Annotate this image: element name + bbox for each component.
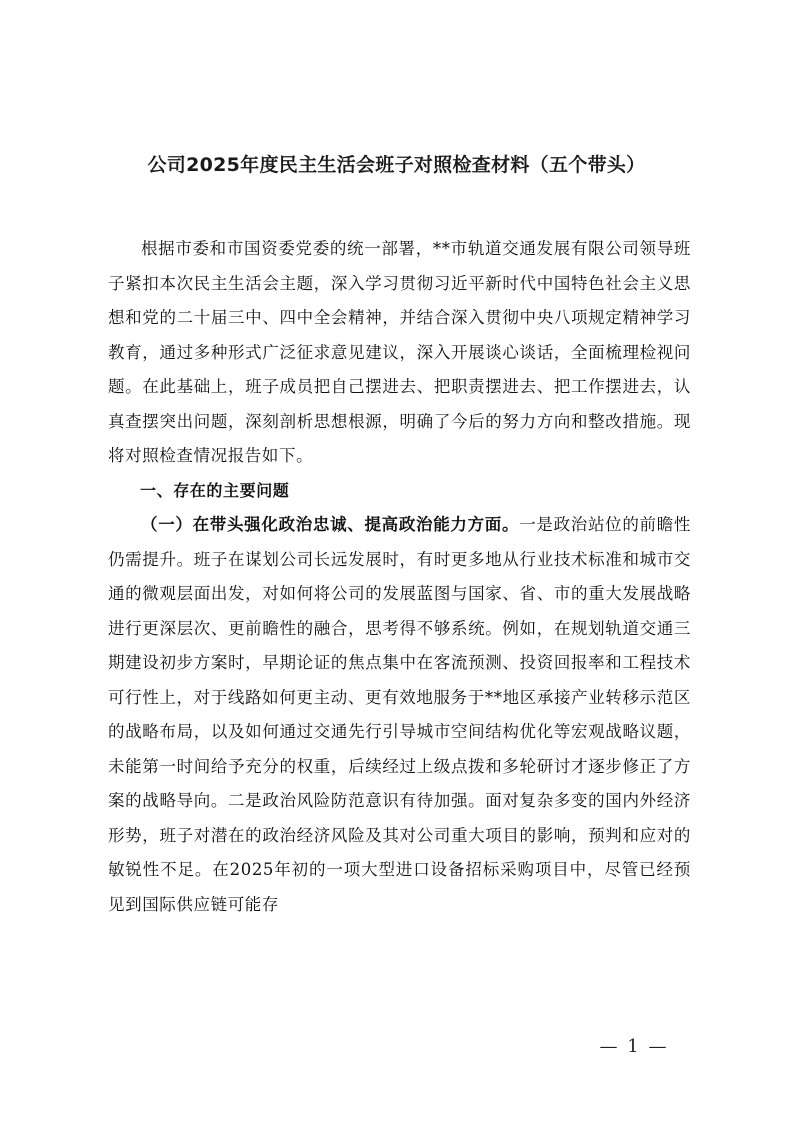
document-body [108, 232, 691, 922]
section-heading: 一、存在的主要问题 [140, 480, 290, 500]
intro-paragraph: 根据市委和市国资委党委的统一部署，**市轨道交通发展有限公司领导班子紧扣本次民主生活会主题，深入学习贯彻习近平新时代中国特色社会主义思想和党的二十届三中、四中全会精神，并结合深入贯彻中央八项规定精神学习教育，通过多种形式广泛征求意见建议，深入开展谈心谈话，全面梳理检视问题。在此基础上，班子成员把自己摆进去、把职责摆进去、把工作摆进去，认真查摆突出问题，深刻剖析思想根源，明确了今后的努力方向和整改措施。现将对照检查情况报告如下。 [108, 239, 691, 465]
page-number: — 1 — [599, 1036, 669, 1057]
subsection-paragraph [108, 508, 691, 922]
subsection-lead: （一）在带头强化政治忠诚、提高政治能力方面。 [141, 515, 520, 534]
subsection-body: 一是政治站位的前瞻性仍需提升。班子在谋划公司长远发展时，有时更多地从行业技术标准和城市交通的微观层面出发，对如何将公司的发展蓝图与国家、省、市的重大发展战略进行更深层次、更前瞻性的融合，思考得不够系统。例如，在规划轨道交通三期建设初步方案时，早期论证的焦点集中在客流预测、投资回报率和工程技术可行性上，对于线路如何更主动、更有效地服务于**地区承接产业转移示范区的战略布局，以及如何通过交通先行引导城市空间结构优化等宏观战略议题，未能第一时间给予充分的权重，后续经过上级点拨和多轮研讨才逐步修正了方案的战略导向。二是政治风险防范意识有待加强。面对复杂多变的国内外经济形势，班子对潜在的政治经济风险及其对公司重大项目的影响，预判和应对的敏锐性不足。在2025年初的一项大型进口设备招标采购项目中，尽管已经预见到国际供应链可能存 [108, 515, 691, 914]
document-title: 公司2025年度民主生活会班子对照检查材料（五个带头） [147, 154, 646, 176]
